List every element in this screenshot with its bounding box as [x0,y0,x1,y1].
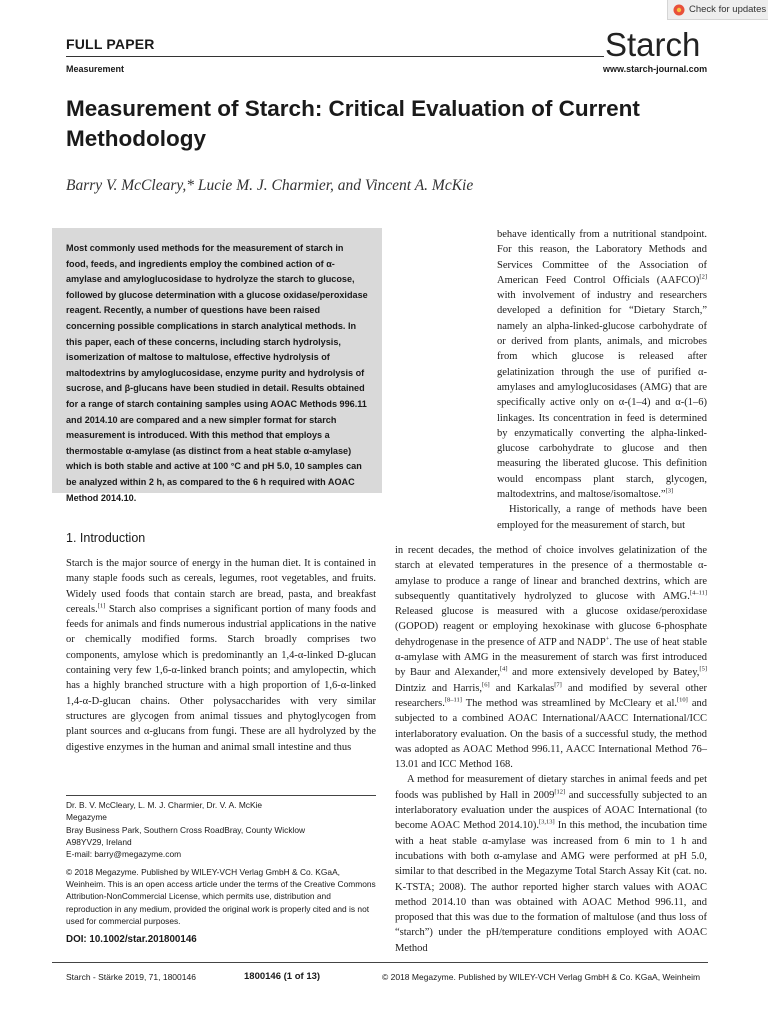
affiliation-rule [66,795,376,796]
left-column-body [66,556,376,755]
right-column-body [395,543,707,956]
right-top-paragraph: behave identically from a nutritional standpoint. For this reason, the Laboratory Methods and Services Committee of the Association of American Feed Control Officials (AAFCO)[2] with involvement of industry and researchers developed a definition for “Dietary Starch,” namely an alpha-linked-glucose carbohydrate of or derived from plants, animals, and microbes from which glucose is released after gelatinization through the use of purified α-amylases and amyloglucosidases (AMG) that are specifically active only on α-(1–4) and α-(1–6) linkages. Its concentration in feed is determined by enzymatically converting the alpha-linked-glucose carbohydrate to glucose and then measuring the liberated glucose. This definition would encompass plant starch, glycogen, maltodextrins, and maltose/isomaltose.”[3] [497,229,707,501]
paper-type-label: FULL PAPER [66,36,155,52]
footer-page-number: 1800146 (1 of 13) [244,971,321,982]
copyright-notice: © 2018 Megazyme. Published by WILEY-VCH Verlag GmbH & Co. KGaA, Weinheim. This is an open access article under the terms of the Creative Commons Attribution-NonCommercial License, which permits use, distribution and reproduction in any medium, provided the original work is properly cited and is not used for commercial purposes. [66,867,376,926]
affiliation-line: Bray Business Park, Southern Cross RoadBray, County Wicklow [66,824,306,835]
article-title: Measurement of Starch: Critical Evaluation of Current Methodology [66,96,640,151]
intro-paragraph-2: in recent decades, the method of choice involves gelatinization of the starch at elevated temperatures in the presence of a thermostable α-amylase to produce a range of linear and branched dextrins, which are subsequently quantitatively hydrolyzed to glucose with AMG.[4–11] Released glucose is measured with a glucose oxidase/peroxidase (GOPOD) reagent or employing hexokinase with glucose 6-phosphate dehydrogenase in the presence of ATP and NADP+. The use of heat stable α-amylase with AMG in the measurement of starch was first introduced by Baur and Alexander,[4] and more extensively developed by Batey,[5] Dintziz and Harris,[6] and Karkalas[7] and modified by several other researchers.[8–11] The method was streamlined by McCleary et al.[10] and subjected to a combined AOAC International/AACC International/ICC interlaboratory evaluation. On the basis of a successful study, the method was adopted as AOAC Method 996.11, AACC International Method 76–13.01 and ICC Method 168. [395,545,707,771]
abstract-box [52,228,382,503]
affiliation-block [66,799,376,860]
affiliation-line: Megazyme [66,812,107,823]
footer-journal-reference: Starch - Stärke 2019, 71, 1800146 [66,972,196,982]
affiliation-line: Dr. B. V. McCleary, L. M. J. Charmier, Dr. V. A. McKie [66,800,263,810]
update-icon [673,4,685,16]
right-column-top [497,227,707,533]
right-top-continuation: Historically, a range of methods have been employed for the measurement of starch, but [497,504,707,531]
affiliation-email[interactable]: E-mail: barry@megazyme.com [66,849,182,860]
abstract-text: Most commonly used methods for the measurement of starch in food, feeds, and ingredients employ the combined action of α-amylase and amyloglucosidase to hydrolyze the starch to glucose, followed by glucose determination with a glucose oxidase/peroxidase reagent. Recently, a number of questions have been raised concerning possible complications in starch analytical methods. In this paper, each of these concerns, including starch hydrolysis, isomerization of maltose to maltulose, effective hydrolysis of maltodextrins by amyloglucosidase, enzyme purity and hydrolysis of sucrose, and β-glucans have been studied in detail. Results obtained for a range of starch containing samples using AOAC Methods 996.11 and 2014.10 are compared and a new simpler format for starch measurement is introduced. With this method that employs a thermostable α-amylase (as distinct from a heat stable α-amylase) which is both stable and active at 100 °C and pH 5.0, 10 samples can be analyzed within 2 h, as compared to the 6 h required with AOAC Method 2014.10. [66,243,368,503]
journal-url[interactable]: www.starch-journal.com [603,64,708,74]
doi-link[interactable]: DOI: 10.1002/star.201800146 [66,934,197,945]
header-rule [66,56,604,57]
footer-publisher: © 2018 Megazyme. Published by WILEY-VCH Verlag GmbH & Co. KGaA, Weinheim [382,972,701,982]
introduction-heading: 1. Introduction [66,531,146,545]
check-for-updates-badge[interactable] [667,0,768,20]
section-label: Measurement [66,64,125,74]
check-for-updates-label: Check for updates [689,4,767,15]
journal-logo: Starch [605,26,701,63]
footer-rule [52,962,708,963]
intro-paragraph-3: A method for measurement of dietary starches in animal feeds and pet foods was published by Hall in 2009[12] and successfully subjected to an interlaboratory evaluation under the auspices of AOAC International (to become AOAC Method 2014.10).[3,13] In this method, the incubation time with a heat stable α-amylase was increased from 6 min to 1 h and incubations with both α-amylase and AMG were performed at pH 5.0, similar to that described in the Megazyme Total Starch Assay Kit (cat. no. K-TSTA; 2008). The author reported higher starch values with AOAC method 2014.10 than was obtained with AOAC Method 996.11, and proposed that this was due to the formation of maltulose (and thus loss of “starch”) under the pH/temperature conditions employed with AOAC Method [395,774,707,954]
intro-paragraph-1: Starch is the major source of energy in the human diet. It is contained in many staple foods such as cereals, legumes, root vegetables, and fruits. Widely used foods that contain starch are bread, pasta, and breakfast cereals.[1] Starch also comprises a significant portion of many foods and feeds for animals and finds numerous industrial applications in the native or chemically modified forms. Starch broadly comprises two components, amylose which is predominantly an 1,4-α-linked D-glucan containing very few 1,6-α-linked branch points; and amylopectin, which has a highly branched structure with a high proportion of 1,6-α-linked 1,4-α-D-glucan chains. Other polysaccharides with very similar structures are glycogen from animal tissues and phytoglycogen from plant sources and α-glucans from fungi. These are all hydrolyzed by the digestive enzymes in the human and animal small intestine and thus [66,558,376,753]
affiliation-line: A98YV29, Ireland [66,836,132,847]
author-list: Barry V. McCleary,* Lucie M. J. Charmier, and Vincent A. McKie [66,177,474,194]
